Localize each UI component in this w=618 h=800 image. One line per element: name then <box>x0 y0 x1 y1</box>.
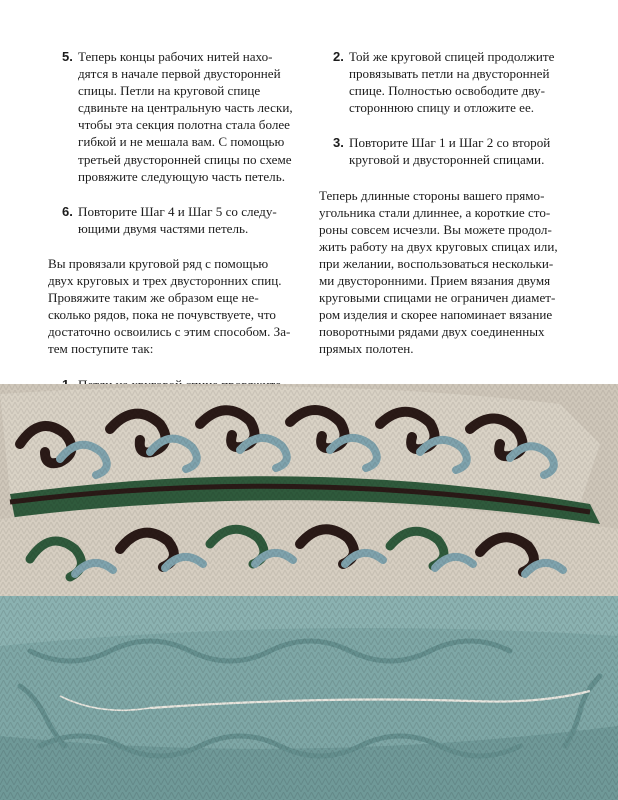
text-line: поворотными рядами двух соединенных <box>319 324 545 340</box>
text-line: достаточно освоились с этим способом. За- <box>48 324 291 340</box>
step-number: 2. <box>333 49 344 64</box>
text-line: гибкой и не мешала вам. С помощью <box>78 134 285 150</box>
teal-knitting-photo <box>0 596 618 800</box>
colorwork-knitting-photo <box>0 384 618 596</box>
teal-knitting-image <box>0 596 618 800</box>
step-text <box>78 48 300 185</box>
paragraph-left <box>48 255 300 358</box>
step-number: 3. <box>333 135 344 151</box>
text-line: провязывать петли на двусторонней <box>349 66 550 82</box>
text-line: стороннюю спицу и отложите ее. <box>349 100 535 116</box>
text-line: чтобы эта секция полотна стала более <box>78 117 290 133</box>
text-line: тем поступите так: <box>48 341 154 357</box>
text-line: ром изделия и скорее напоминает вязание <box>319 307 553 323</box>
text-line: Провяжите таким же образом еще не- <box>48 290 259 306</box>
text-line: спице. Полностью освободите дву- <box>349 83 545 99</box>
text-line: Повторите Шаг 1 и Шаг 2 со второй <box>349 135 551 151</box>
text-line: прямых полотен. <box>319 341 414 357</box>
text-line: при желании, воспользоваться нескольки- <box>319 255 554 271</box>
right-column <box>319 48 577 358</box>
text-line: дятся в начале первой двусторонней <box>78 66 281 82</box>
text-area <box>0 0 618 384</box>
step-6 <box>48 203 300 237</box>
text-line: роны совсем исчезли. Вы можете продол- <box>319 221 552 237</box>
text-line: круговой и двусторонней спицами. <box>349 152 545 168</box>
text-line: Повторите Шаг 4 и Шаг 5 со следу- <box>78 203 277 219</box>
text-line: Теперь длинные стороны вашего прямо- <box>319 187 545 203</box>
step-text <box>349 48 577 116</box>
left-column <box>48 48 300 410</box>
text-line: третьей двусторонней спицы по схеме <box>78 151 292 167</box>
step-number: 5. <box>62 49 73 64</box>
text-line: жить работу на двух круговых спицах или, <box>319 238 558 254</box>
paragraph-right <box>319 187 577 358</box>
step-5 <box>48 48 300 185</box>
text-line: ющими двумя частями петель. <box>78 220 249 236</box>
step-number: 6. <box>62 203 73 219</box>
text-line: ми двусторонними. Прием вязания двумя <box>319 273 551 289</box>
text-line: сколько рядов, пока не почувствуете, что <box>48 307 276 323</box>
text-line: сдвиньте на центральную часть лески, <box>78 100 293 116</box>
text-line: спицы. Петли на круговой спице <box>78 83 261 99</box>
step-text <box>349 134 577 168</box>
colorwork-knitting-image <box>0 384 618 596</box>
text-line: угольника стали длиннее, а короткие сто- <box>319 204 551 220</box>
text-line: провяжите следующую часть петель. <box>78 168 285 184</box>
text-line: Той же круговой спицей продолжите <box>349 49 555 64</box>
text-line: Вы провязали круговой ряд с помощью <box>48 255 269 271</box>
step-text <box>78 203 300 237</box>
text-line: двух круговых и трех двусторонних спиц. <box>48 273 282 289</box>
step-3 <box>319 134 577 168</box>
step-2 <box>319 48 577 116</box>
text-line: круговыми спицами не ограничен диамет- <box>319 290 556 306</box>
text-line: Теперь концы рабочих нитей нахо- <box>78 49 273 64</box>
